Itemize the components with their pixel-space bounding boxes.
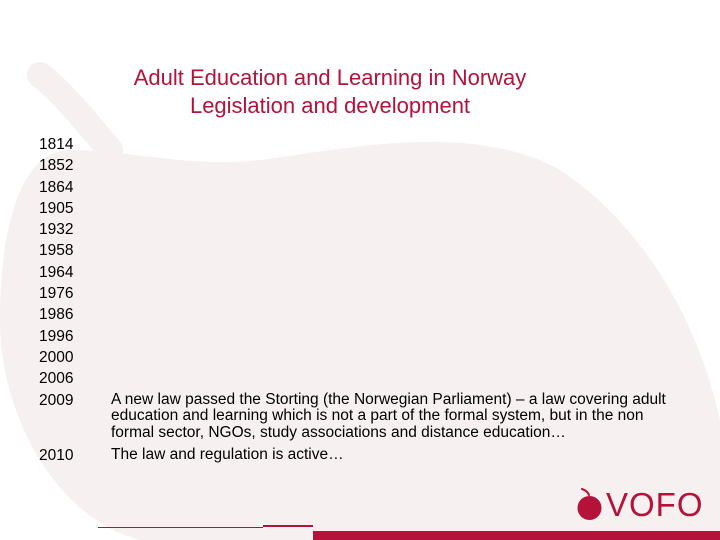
logo-text: VOFO <box>606 486 704 523</box>
timeline-year: 1976 <box>39 285 74 303</box>
timeline-year: 2010 <box>39 447 74 465</box>
footer-divider-thin <box>98 527 263 528</box>
timeline-year: 1986 <box>39 306 74 324</box>
timeline-description: The law and regulation is active… <box>111 446 344 464</box>
timeline-row <box>39 445 679 466</box>
timeline-year: 2006 <box>39 370 74 388</box>
timeline-row <box>39 262 679 283</box>
timeline-row <box>39 219 679 240</box>
timeline-year: 1958 <box>39 242 74 260</box>
timeline-year: 1814 <box>39 136 74 153</box>
timeline-row <box>39 240 679 261</box>
vofo-apple-logo-icon <box>576 488 604 522</box>
timeline-row <box>39 155 679 176</box>
timeline-year: 1996 <box>39 327 74 345</box>
timeline-row <box>39 326 679 347</box>
timeline-row <box>39 347 679 368</box>
timeline-year: 1905 <box>39 199 74 217</box>
timeline-year: 1964 <box>39 263 74 281</box>
timeline-row <box>39 283 679 304</box>
timeline-year: 1864 <box>39 178 74 196</box>
timeline-year: 2009 <box>39 391 74 409</box>
timeline-row <box>39 304 679 325</box>
timeline-year: 1932 <box>39 221 74 239</box>
timeline-row <box>39 198 679 219</box>
timeline-row <box>39 177 679 198</box>
slide-title <box>60 64 600 120</box>
timeline-list <box>39 134 679 470</box>
timeline-row <box>39 134 679 155</box>
timeline-row <box>39 368 679 389</box>
timeline-description: A new law passed the Storting (the Norwegian Parliament) – a law covering adult education and learning which is not a part of the formal system, but in the non formal sector, NGOs, study associations and distance education… <box>111 390 666 441</box>
timeline-row <box>39 390 679 442</box>
footer-divider-thick <box>263 525 313 527</box>
timeline-year: 1852 <box>39 157 74 175</box>
title-line-1: Adult Education and Learning in Norway <box>133 65 527 90</box>
footer-bar <box>313 531 720 540</box>
timeline-year: 2000 <box>39 348 74 366</box>
title-line-2: Legislation and development <box>189 93 471 118</box>
